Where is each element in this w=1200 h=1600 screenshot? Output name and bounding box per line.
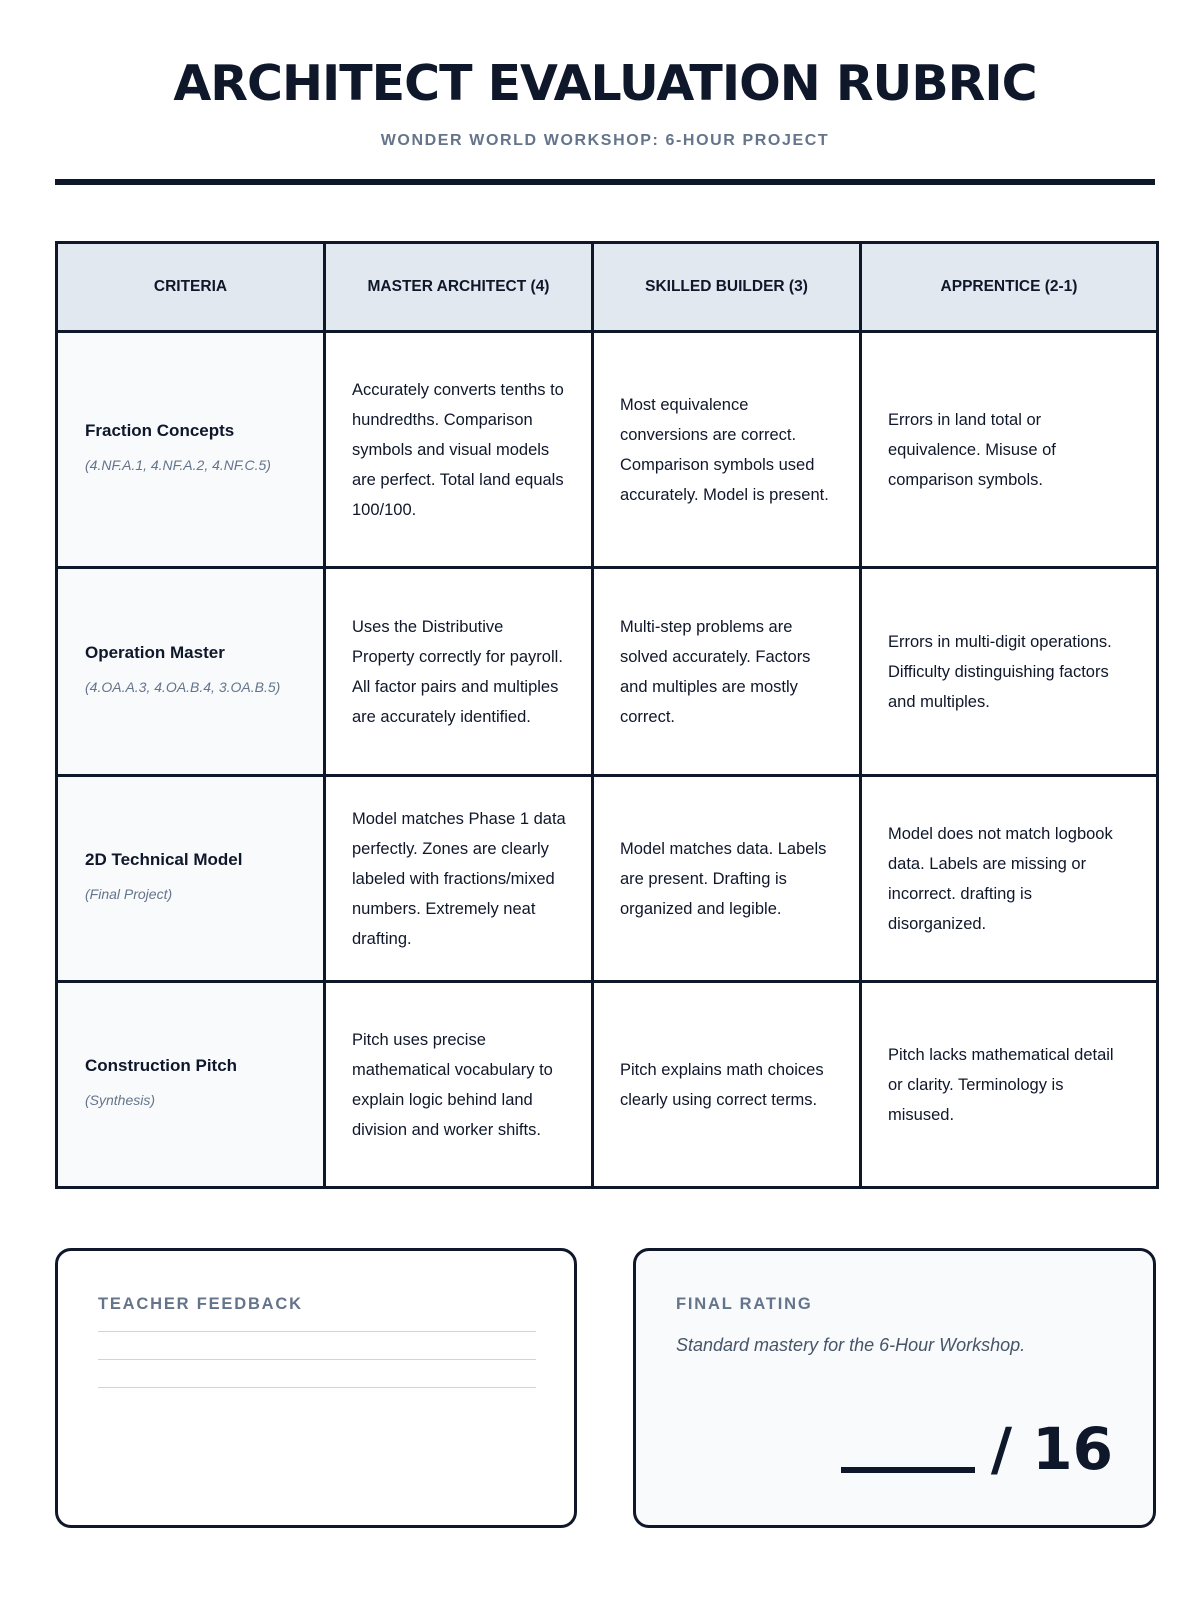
title-divider: [55, 179, 1155, 185]
score-display: [841, 1417, 1113, 1481]
column-header-criteria: CRITERIA: [57, 243, 325, 332]
master-descriptor: Pitch uses precise mathematical vocabulary to explain logic behind land division and worker shifts.: [325, 982, 593, 1188]
master-descriptor: Model matches Phase 1 data perfectly. Zones are clearly labeled with fractions/mixed numbers. Extremely neat drafting.: [325, 776, 593, 982]
rubric-table: [55, 241, 1159, 1189]
skilled-descriptor: Multi-step problems are solved accurately. Factors and multiples are mostly correct.: [593, 568, 861, 776]
criterion-standards: (4.NF.A.1, 4.NF.A.2, 4.NF.C.5): [85, 456, 271, 473]
criterion-standards: (Final Project): [85, 885, 173, 902]
master-descriptor: Uses the Distributive Property correctly for payroll. All factor pairs and multiples are accurately identified.: [325, 568, 593, 776]
table-row: [57, 982, 1158, 1188]
criterion-standards: (Synthesis): [85, 1091, 156, 1108]
table-row: [57, 568, 1158, 776]
feedback-line: [98, 1359, 536, 1360]
criterion-standards: (4.OA.A.3, 4.OA.B.4, 3.OA.B.5): [85, 678, 281, 695]
apprentice-descriptor: Pitch lacks mathematical detail or clarity. Terminology is misused.: [861, 982, 1158, 1188]
final-rating-box: [633, 1248, 1156, 1528]
master-descriptor: Accurately converts tenths to hundredths. Comparison symbols and visual models are perfect. Total land equals 100/100.: [325, 332, 593, 568]
criterion-name: Operation Master: [85, 642, 225, 662]
rating-label: FINAL RATING: [676, 1295, 813, 1313]
apprentice-descriptor: Model does not match logbook data. Labels are missing or incorrect. drafting is disorganized.: [861, 776, 1158, 982]
feedback-line: [98, 1387, 536, 1388]
criterion-name: Fraction Concepts: [85, 420, 235, 440]
feedback-label: TEACHER FEEDBACK: [98, 1295, 303, 1313]
table-row: [57, 332, 1158, 568]
rubric-page: [55, 0, 1155, 1483]
table-row: [57, 776, 1158, 982]
criterion-name: Construction Pitch: [85, 1055, 238, 1075]
score-blank-line[interactable]: [841, 1467, 975, 1473]
column-header-master: MASTER ARCHITECT (4): [325, 243, 593, 332]
apprentice-descriptor: Errors in land total or equivalence. Misuse of comparison symbols.: [861, 332, 1158, 568]
rating-note: Standard mastery for the 6-Hour Workshop.: [676, 1335, 1026, 1355]
skilled-descriptor: Pitch explains math choices clearly using correct terms.: [593, 982, 861, 1188]
criterion-cell: [57, 568, 325, 776]
feedback-line: [98, 1331, 536, 1332]
page-subtitle: WONDER WORLD WORKSHOP: 6-HOUR PROJECT: [380, 132, 830, 149]
teacher-feedback-box[interactable]: [55, 1248, 577, 1528]
apprentice-descriptor: Errors in multi-digit operations. Difficulty distinguishing factors and multiples.: [861, 568, 1158, 776]
criterion-name: 2D Technical Model: [85, 849, 243, 869]
page-title: ARCHITECT EVALUATION RUBRIC: [173, 55, 1037, 112]
skilled-descriptor: Model matches data. Labels are present. Drafting is organized and legible.: [593, 776, 861, 982]
criterion-cell: [57, 332, 325, 568]
score-total: / 16: [990, 1415, 1113, 1483]
criterion-cell: [57, 982, 325, 1188]
column-header-skilled: SKILLED BUILDER (3): [593, 243, 861, 332]
column-header-apprentice: APPRENTICE (2-1): [861, 243, 1158, 332]
criterion-cell: [57, 776, 325, 982]
skilled-descriptor: Most equivalence conversions are correct. Comparison symbols used accurately. Model is present.: [593, 332, 861, 568]
rubric-header-row: [57, 243, 1158, 332]
